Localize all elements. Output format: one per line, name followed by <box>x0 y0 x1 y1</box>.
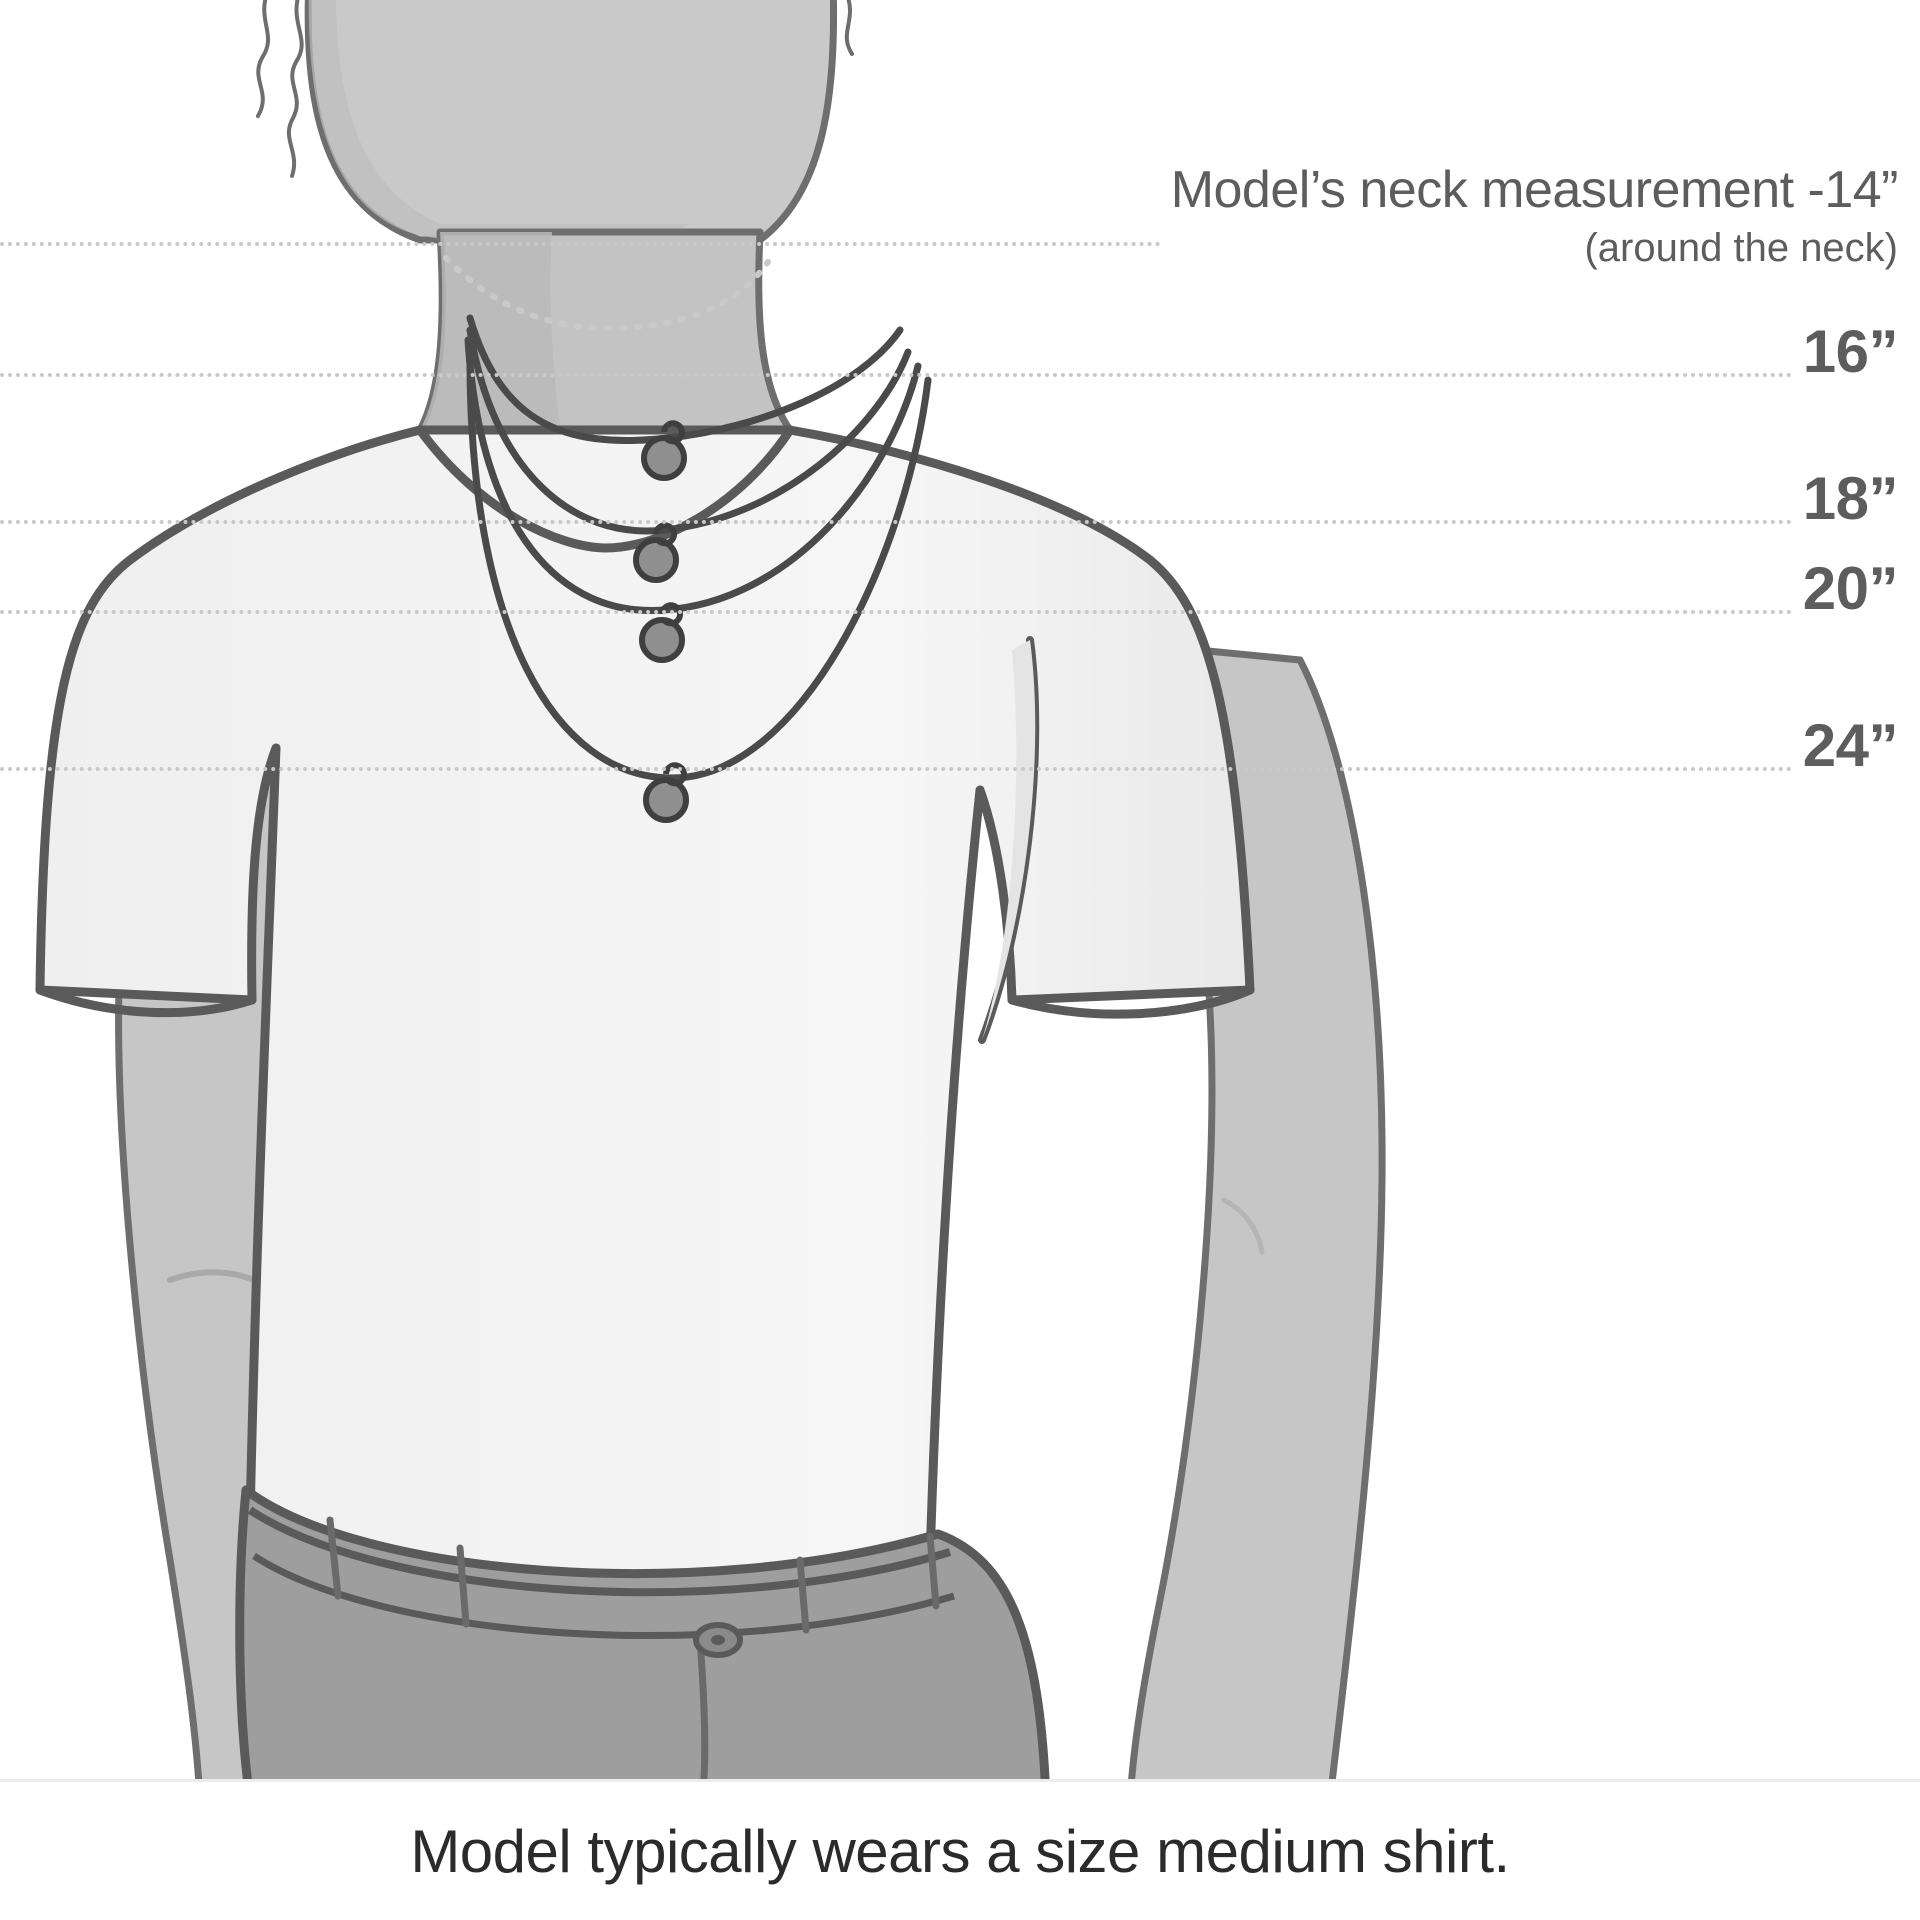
length-label-20: 20” <box>1802 554 1898 622</box>
neck-measurement-label: Model’s neck measurement -14” <box>1170 160 1898 219</box>
length-label-16: 16” <box>1802 317 1898 385</box>
caption-text: Model typically wears a size medium shirt. <box>410 1817 1510 1885</box>
neck-measurement-sublabel: (around the neck) <box>1584 225 1898 270</box>
length-label-18: 18” <box>1802 464 1898 532</box>
length-label-24: 24” <box>1802 711 1898 779</box>
caption-band <box>0 1779 1920 1920</box>
